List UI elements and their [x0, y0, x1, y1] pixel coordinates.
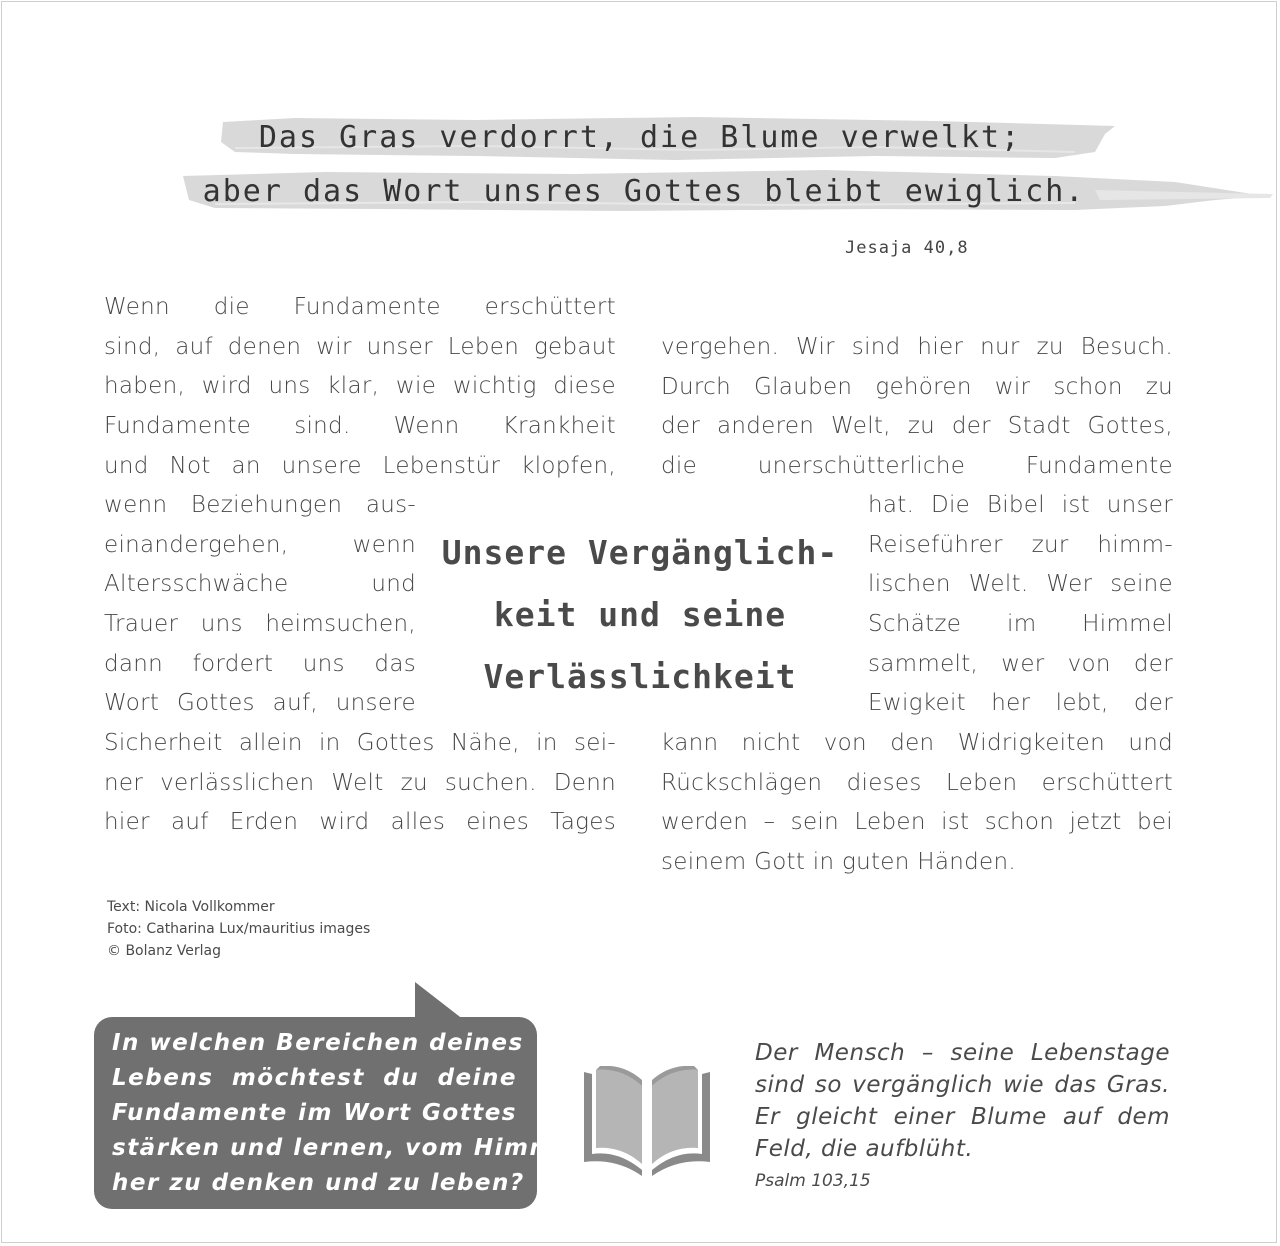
- open-book-icon: [582, 1066, 712, 1176]
- question-line: stärken und lernen, vom Himmel: [112, 1135, 582, 1161]
- text-line: wenn Beziehungen aus-: [104, 492, 416, 518]
- text-line: Durch Glauben gehören wir schon zu: [661, 373, 1173, 400]
- text-line: Reiseführer zur himm-: [868, 531, 1173, 558]
- text-line: ner verlässlichen Welt zu suchen. Denn: [104, 769, 616, 796]
- text-line: Rückschlägen dieses Leben erschüttert: [661, 769, 1173, 796]
- body-right-mid: [868, 486, 1173, 724]
- text-line: der anderen Welt, zu der Stadt Gottes,: [661, 413, 1173, 440]
- text-line: Altersschwäche und: [104, 571, 416, 598]
- text-line: einandergehen, wenn: [104, 531, 416, 558]
- quote-line: Der Mensch – seine Lebenstage: [755, 1040, 1170, 1066]
- text-line: und Not an unsere Lebenstür klopfen,: [104, 452, 616, 479]
- text-line: sind, auf denen wir unser Leben gebaut: [104, 333, 616, 360]
- question-line: her zu denken und zu leben?: [112, 1170, 525, 1196]
- heading-line: Unsere Vergänglich-: [441, 533, 839, 572]
- text-line: sammelt, wer von der: [868, 650, 1173, 677]
- psalm-quote: [755, 1037, 1170, 1165]
- verse-line-2: aber das Wort unsres Gottes bleibt ewiglich.: [202, 174, 1086, 209]
- body-left-bottom: [104, 724, 616, 843]
- text-line: vergehen. Wir sind hier nur zu Besuch.: [661, 334, 1173, 360]
- quote-line: sind so vergänglich wie das Gras.: [755, 1072, 1170, 1098]
- text-line: seinem Gott in guten Händen.: [661, 849, 1016, 876]
- text-line: Sicherheit allein in Gottes Nähe, in sei-: [104, 730, 616, 756]
- body-right-bottom: [661, 724, 1173, 883]
- credit-text: Text: Nicola Vollkommer: [107, 899, 275, 915]
- credit-copyright: © Bolanz Verlag: [107, 943, 221, 959]
- psalm-reference: Psalm 103,15: [755, 1171, 871, 1191]
- section-heading: [430, 522, 850, 708]
- text-line: Schätze im Himmel: [868, 611, 1173, 638]
- text-line: dann fordert uns das: [104, 650, 416, 677]
- quote-line: Feld, die aufblüht.: [755, 1136, 974, 1162]
- text-line: die unerschütterliche Fundamente: [661, 453, 1173, 480]
- body-right-top: [661, 328, 1173, 487]
- text-line: hier auf Erden wird alles eines Tages: [104, 809, 616, 836]
- text-line: Trauer uns heimsuchen,: [104, 611, 416, 638]
- speech-bubble-tail: [412, 980, 472, 1020]
- text-line: lischen Welt. Wer seine: [868, 571, 1173, 598]
- question-line: Lebens möchtest du deine: [112, 1065, 517, 1091]
- heading-line: Verlässlichkeit: [483, 657, 797, 696]
- question-line: Fundamente im Wort Gottes: [112, 1100, 517, 1126]
- body-left-top: [104, 288, 616, 486]
- body-left-mid: [104, 486, 416, 724]
- credit-photo: Foto: Catharina Lux/mauritius images: [107, 921, 371, 937]
- heading-line: keit und seine: [493, 595, 787, 634]
- text-line: hat. Die Bibel ist unser: [868, 492, 1173, 518]
- text-line: werden – sein Leben ist schon jetzt bei: [661, 809, 1173, 836]
- question-text: [112, 1026, 582, 1201]
- quote-line: Er gleicht einer Blume auf dem: [755, 1104, 1170, 1130]
- verse-reference: Jesaja 40,8: [845, 238, 969, 258]
- text-line: Fundamente sind. Wenn Krankheit: [104, 413, 616, 440]
- text-line: kann nicht von den Widrigkeiten und: [661, 730, 1173, 756]
- text-line: haben, wird uns klar, wie wichtig diese: [104, 373, 616, 400]
- verse-line-1: Das Gras verdorrt, die Blume verwelkt;: [258, 120, 1022, 155]
- text-line: Wenn die Fundamente erschüttert: [104, 294, 616, 320]
- text-line: Ewigkeit her lebt, der: [868, 690, 1173, 717]
- question-line: In welchen Bereichen deines: [112, 1030, 524, 1056]
- text-line: Wort Gottes auf, unsere: [104, 690, 416, 717]
- credits: [107, 896, 370, 962]
